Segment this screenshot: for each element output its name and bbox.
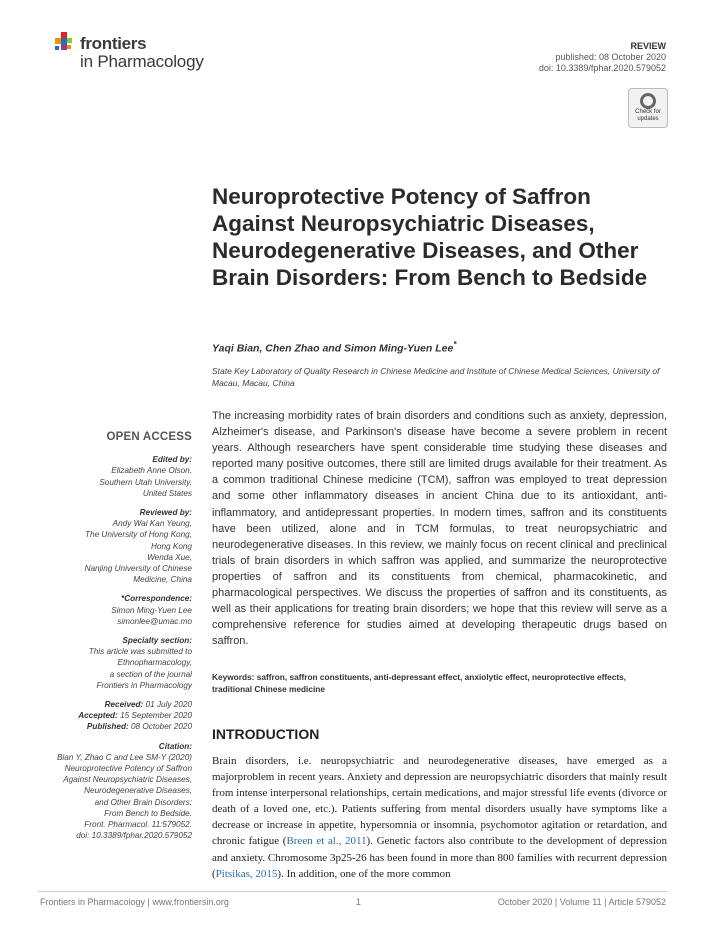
intro-part-3: ). In addition, one of the more common xyxy=(277,867,451,880)
journal-logo[interactable] xyxy=(52,30,222,76)
reviewed-by-label: Reviewed by: xyxy=(139,508,192,518)
published-label: Published: xyxy=(86,722,129,732)
specialty-line: a section of the journal xyxy=(109,669,192,679)
introduction-text xyxy=(212,753,667,882)
introduction-heading: INTRODUCTION xyxy=(212,726,320,742)
open-access-label: OPEN ACCESS xyxy=(106,431,192,443)
footer-journal[interactable]: Frontiers in Pharmacology | www.frontiersin.org xyxy=(40,897,229,907)
reviewer-line: The University of Hong Kong, xyxy=(85,530,192,540)
specialty-line: Frontiers in Pharmacology xyxy=(96,680,192,690)
footer-divider xyxy=(38,891,668,892)
citation-line: Neuroprotective Potency of Saffron xyxy=(64,764,192,774)
frontiers-logo-icon xyxy=(52,32,76,56)
authors-text: Yaqi Bian, Chen Zhao and Simon Ming-Yuen Lee xyxy=(212,342,454,355)
page-number: 1 xyxy=(356,897,362,907)
accepted-date: 15 September 2020 xyxy=(120,711,192,721)
citation-line: and Other Brain Disorders: xyxy=(94,797,192,807)
citation-doi[interactable]: doi: 10.3389/fphar.2020.579052 xyxy=(76,831,192,841)
author-list xyxy=(212,340,456,355)
keywords-text: saffron, saffron constituents, anti-depressant effect, anxiolytic effect, neuroprotective effects, traditional Chinese medicine xyxy=(212,672,627,694)
reviewer-line: Andy Wai Kan Yeung, xyxy=(112,519,192,529)
abstract: The increasing morbidity rates of brain disorders and conditions such as anxiety, depression, Alzheimer's disease, and Parkinson's disease have become a severe problem in recent years. Although researchers have spent considerable time studying these diseases and reported many positive outcomes, there still are limited drugs available for their treatment. As a common traditional Chinese medicine (TCM), saffron was employed to treat depression and some other inflammatory diseases in ancient China due to its antioxidant, anti-inflammatory, and antidepressant properties. In modern times, saffron and its constituents have been utilized, alone and in TCM formulas, to treat neuropsychiatric and neurodegenerative diseases. In this review, we mainly focus on recent clinical and preclinical trials of brain disorders in which saffron was applied, and summarize the neuroprotective properties of saffron and its constituents from chemical, pharmacokinetic, and pharmacological perspectives. We discuss the properties of saffron and its constituents, as well as their applications for treating brain disorders; we hope that this review will serve as a comprehensive reference for studies aimed at developing therapeutic drugs based on saffron. xyxy=(212,410,667,648)
editor-line: United States xyxy=(142,488,192,498)
published-date: published: 08 October 2020 xyxy=(555,52,666,62)
reviewer-line: Medicine, China xyxy=(133,575,192,585)
brand-name: frontiers xyxy=(80,34,147,53)
journal-name: in Pharmacology xyxy=(80,52,204,71)
published-row xyxy=(40,721,192,732)
intro-part-1: Brain disorders, i.e. neuropsychiatric and neurodegenerative diseases, have emerged as a majorproblem in recent years. Anxiety and depression are neuropsychiatric disorders that mainly result from intense interpersonal relationships, certain medications, and major stressful life events (divorce or death of a loved one, etc.). Patients suffering from mental disorders usually have symptoms like a decrease or increase in appetite, hypersomnia or insomnia, psychomotor agitation or retardation, and chronic fatigue ( xyxy=(212,755,667,848)
check-for-updates-icon xyxy=(640,93,656,109)
reference-link[interactable]: Breen et al., 2011 xyxy=(286,835,367,848)
correspondence-name: Simon Ming-Yuen Lee xyxy=(111,605,192,615)
citation-line: Against Neuropsychiatric Diseases, xyxy=(63,775,192,785)
accepted-row xyxy=(40,710,192,721)
citation-line: From Bench to Bedside. xyxy=(104,808,192,818)
corresponding-mark: * xyxy=(453,340,457,349)
citation-line: Front. Pharmacol. 11:579052. xyxy=(84,820,192,830)
specialty-line: This article was submitted to xyxy=(88,647,192,657)
received-row xyxy=(40,699,192,710)
check-for-updates-label-2: updates xyxy=(637,116,659,122)
citation-line: Neurodegenerative Diseases, xyxy=(84,786,192,796)
affiliation: State Key Laboratory of Quality Research in Chinese Medicine and Institute of Chinese Medical Sciences, University of Macau, Macau, China xyxy=(212,366,660,388)
keywords-label: Keywords: xyxy=(212,672,255,682)
reviewer-line: Nanjing University of Chinese xyxy=(84,564,192,574)
citation-label: Citation: xyxy=(158,741,192,751)
footer-issue: October 2020 | Volume 11 | Article 579052 xyxy=(497,897,666,907)
article-meta xyxy=(539,41,666,74)
check-for-updates-button[interactable] xyxy=(628,88,668,128)
intro-part-2: ). Genetic factors also contribute to the development of depression and anxiety. Chromosome 3p25-26 has been found in more than 800 families with recurrent depression ( xyxy=(212,835,668,880)
check-for-updates-label-1: Check for xyxy=(635,109,661,115)
edited-by-label: Edited by: xyxy=(152,455,192,465)
correspondence-email[interactable]: simonlee@umac.mo xyxy=(117,616,192,626)
correspondence-label: *Correspondence: xyxy=(121,594,192,604)
received-label: Received: xyxy=(104,700,144,710)
article-title: Neuroprotective Potency of Saffron Against Neuropsychiatric Diseases, Neurodegenerative Diseases, and Other Brain Disorders: From Bench to Bedside xyxy=(212,184,648,290)
article-type: REVIEW xyxy=(630,41,666,51)
article-sidebar xyxy=(40,432,192,842)
specialty-line: Ethnopharmacology, xyxy=(117,658,192,668)
editor-line: Elizabeth Anne Olson, xyxy=(111,466,192,476)
reviewer-line: Hong Kong xyxy=(151,541,192,551)
received-date: 01 July 2020 xyxy=(145,700,192,710)
reviewer-line: Wenda Xue, xyxy=(147,552,192,562)
specialty-label: Specialty section: xyxy=(122,636,192,646)
published-date-side: 08 October 2020 xyxy=(131,722,192,732)
editor-line: Southern Utah University, xyxy=(99,477,192,487)
reference-link[interactable]: Pitsikas, 2015 xyxy=(215,867,278,880)
keywords xyxy=(212,672,667,695)
citation-line: Bian Y, Zhao C and Lee SM-Y (2020) xyxy=(56,752,192,762)
accepted-label: Accepted: xyxy=(78,711,118,721)
article-doi[interactable]: doi: 10.3389/fphar.2020.579052 xyxy=(538,63,666,73)
